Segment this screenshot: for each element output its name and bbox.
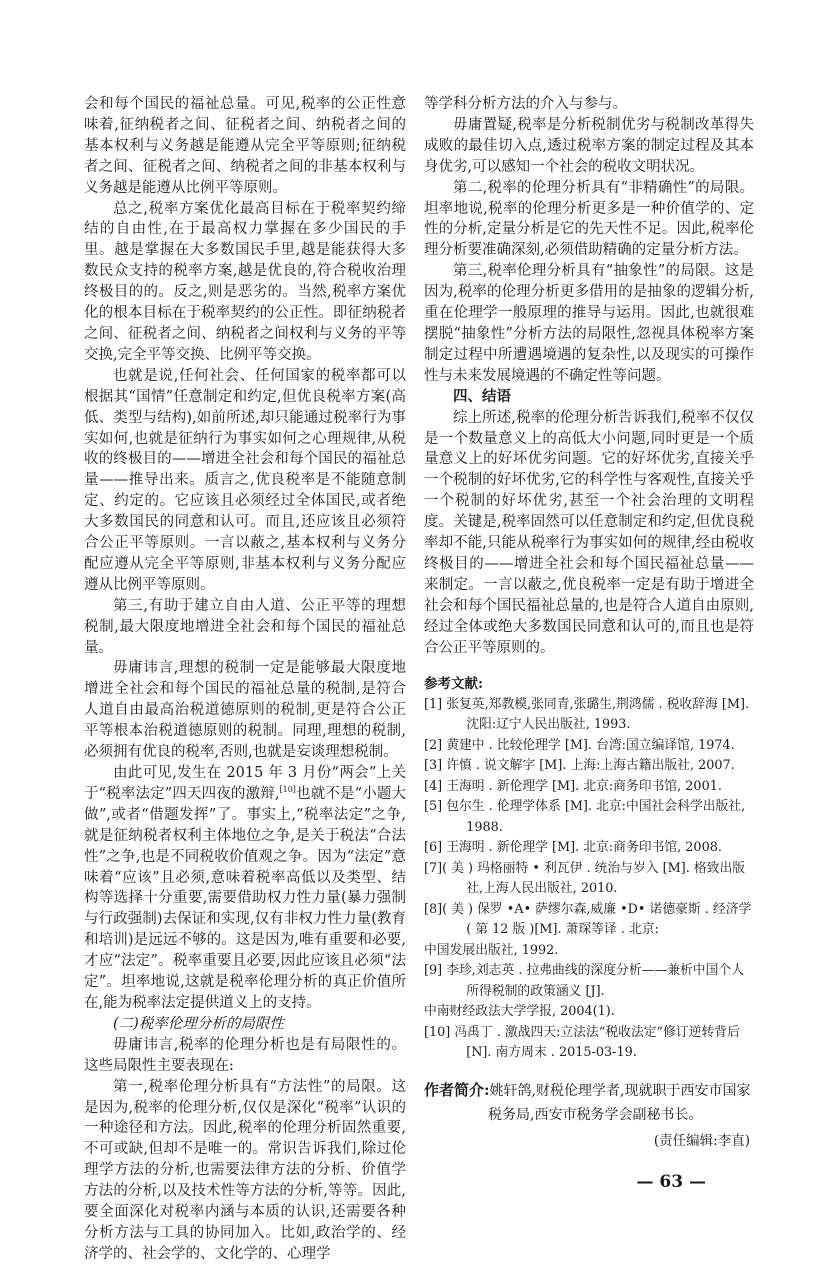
references: [424, 674, 754, 1064]
reference-item: 中国发展出版社, 1992.: [424, 942, 559, 958]
paragraph: 综上所述,税率的伦理分析告诉我们,税率不仅仅是一个数量意义上的高低大小问题,同时更是一个质量意义上的好坏优劣问题。它的好坏优劣,直接关乎一个税制的好坏优劣,它的科学性与客观性,直接关乎一个税制的好坏优劣,甚至一个社会治理的文明程度。关键是,税率固然可以任意制定和约定,但优良税率却不能,只能从税率行为事实如何的规律,经由税收终极目的——增进全社会和每个国民福祉总量——来制定。一言以蔽之,优良税率一定是有助于增进全社会和每个国民福祉总量的,也是符合人道自由原则,经过全体或绝大多数国民同意和认可的,而且也是符合公正平等原则的。: [424, 409, 754, 656]
paragraph: 第二,税率的伦理分析具有“非精确性”的局限。坦率地说,税率的伦理分析更多是一种价值学的、定性的分析,定量分析是它的先天性不足。因此,税率伦理分析要准确深刻,必须借助精确的定量分析方法。: [424, 179, 754, 259]
section-heading: (二)税率伦理分析的局限性: [113, 1015, 284, 1032]
responsible-editor: (责任编辑:李直): [653, 1132, 750, 1149]
reference-item: [2] 黄建中 . 比较伦理学 [M]. 台湾:国立编译馆, 1974.: [424, 737, 735, 753]
reference-item: [1] 张复英,郑教模,张同青,张璐生,荆鸿儒 . 税收辞海 [M]. 沈阳:辽宁人民出版社, 1993.: [424, 696, 750, 733]
author-bio-text: 税务局,西安市税务学会副秘书长。: [488, 1106, 703, 1123]
right-column: [424, 94, 754, 1193]
paragraph: 第三,税率伦理分析具有“抽象性”的局限。这是因为,税率的伦理分析更多借用的是抽象的逻辑分析,重在伦理学一般原理的推导与运用。因此,也就很难摆脱“抽象性”分析方法的局限性,忽视具体税率方案制定过程中所遭遇境遇的复杂性,以及现实的可操作性与未来发展境遇的不确定性等问题。: [424, 263, 754, 384]
paragraph-text: 由此可见,发生在 2015 年 3 月份“两会”上关于“税率法定”四天四夜的激辩,: [84, 765, 406, 802]
references-title: 参考文献:: [424, 676, 483, 693]
reference-item: [8]( 美 ) 保罗 •A• 萨缪尔森,威廉 •D• 诺德豪斯 . 经济学 ( 第 12 版 )[M]. 萧琛等译 . 北京:: [424, 901, 752, 938]
paragraph: 毋庸讳言,税率的伦理分析也是有局限性的。这些局限性主要表现在:: [84, 1036, 406, 1074]
author-bio-label: 作者简介:: [424, 1080, 490, 1099]
paragraph: 第三,有助于建立自由人道、公正平等的理想税制,最大限度地增进全社会和每个国民的福祉总量。: [84, 597, 406, 656]
section-heading: 四、结语: [453, 387, 511, 405]
reference-item: [9] 李珍,刘志英 . 拉弗曲线的深度分析——兼析中国个人所得税制的政策涵义 [J].: [424, 963, 744, 999]
paragraph-text: 也就不是“小题大做”,或者“借题发挥”了。事实上,“税率法定”之争,就是征纳税者权利主体地位之争,是关于税法“合法性”之争,也是不同税收价值观之争。因为“法定”意味着“应该”且必须,意味着税率高低以及类型、结构等选择十分重要,需要借助权力性力量(暴力强制与行政强制)去保证和实现,仅有非权力性力量(教育和培训)是远远不够的。这是因为,唯有重要和必要,才应“法定”。税率重要且必要,因此应该且必须“法定”。坦率地说,这就是税率伦理分析的真正价值所在,能为税率法定提供道义上的支持。: [84, 785, 406, 1011]
page-number: — 63 —: [636, 1171, 706, 1192]
paragraph: 总之,税率方案优化最高目标在于税率契约缔结的自由性,在于最高权力掌握在多少国民的手里。越是掌握在大多数国民手里,越是能获得大多数民众支持的税率方案,越是优良的,符合税收治理终极目的的。反之,则是恶劣的。当然,税率方案优化的根本目标在于税率契约的公正性。即征纳税者之间、征税者之间、纳税者之间权利与义务的平等交换,完全平等交换、比例平等交换。: [84, 200, 406, 363]
paragraph: 等学科分析方法的介入与参与。: [424, 96, 627, 112]
reference-item: [3] 许慎 . 说文解字 [M]. 上海:上海古籍出版社, 2007.: [424, 758, 735, 774]
reference-item: [6] 王海明 . 新伦理学 [M]. 北京:商务印书馆, 2008.: [424, 840, 722, 856]
reference-item: [10] 冯禹丁 . 激战四天:立法法“税收法定”修订逆转背后 [N]. 南方周末 . 2015-03-19.: [424, 1024, 740, 1061]
reference-item: [4] 王海明 . 新伦理学 [M]. 北京:商务印书馆, 2001.: [424, 778, 722, 794]
paragraph: 毋庸讳言,理想的税制一定是能够最大限度地增进全社会和每个国民的福祉总量的税制,是符合人道自由最高治税道德原则的税制,更是符合公正平等根本治税道德原则的税制。同理,理想的税制,必须拥有优良的税率,否则,也就是妄谈理想税制。: [84, 660, 406, 761]
paragraph: [84, 763, 406, 1014]
paragraph: 第一,税率伦理分析具有“方法性”的局限。这是因为,税率的伦理分析,仅仅是深化“税率”认识的一种途径和方法。因此,税率的伦理分析固然重要,不可或缺,但却不是唯一的。常识告诉我们,除过伦理学方法的分析,也需要法律方法的分析、价值学方法的分析,以及技术性等方法的分析,等等。因此,要全面深化对税率内涵与本质的认识,还需要各种分析方法与工具的协同加入。比如,政治学的、经济学的、社会学的、文化学的、心理学: [84, 1078, 406, 1262]
paragraph: 会和每个国民的福祉总量。可见,税率的公正性意味着,征纳税者之间、征税者之间、纳税者之间的基本权利与义务越是能遵从完全平等原则;征纳税者之间、征税者之间、纳税者之间的非基本权利与义务越是能遵从比例平等原则。: [84, 96, 406, 196]
paragraph: 毋庸置疑,税率是分析税制优劣与税制改革得失成败的最佳切入点,透过税率方案的制定过程及其本身优劣,可以感知一个社会的税收文明状况。: [424, 116, 754, 175]
author-bio: [424, 1078, 754, 1127]
reference-item: [7]( 美 ) 玛格丽特 • 利瓦伊 . 统治与岁入 [M]. 格致出版社,上海人民出版社, 2010.: [424, 860, 746, 897]
author-bio-text: 姚轩鸽,财税伦理学者,现就职于西安市国家: [489, 1082, 751, 1099]
reference-item: 中南财经政法大学学报, 2004(1).: [424, 1004, 615, 1020]
citation-marker: [10]: [279, 785, 296, 795]
reference-item: [5] 包尔生 . 伦理学体系 [M]. 北京:中国社会科学出版社, 1988.: [424, 799, 746, 835]
paragraph: 也就是说,任何社会、任何国家的税率都可以根据其“国情”任意制定和约定,但优良税率方案(高低、类型与结构),如前所述,却只能通过税率行为事实如何,也就是征纳行为事实如何之心理规律,从税收的终极目的——增进全社会和每个国民的福祉总量——推导出来。质言之,优良税率是不能随意制定、约定的。它应该且必须经过全体国民,或者绝大多数国民的同意和认可。而且,还应该且必须符合公正平等原则。一言以蔽之,基本权利与义务分配应遵从完全平等原则,非基本权利与义务分配应遵从比例平等原则。: [84, 367, 406, 593]
left-column: [84, 94, 406, 1265]
